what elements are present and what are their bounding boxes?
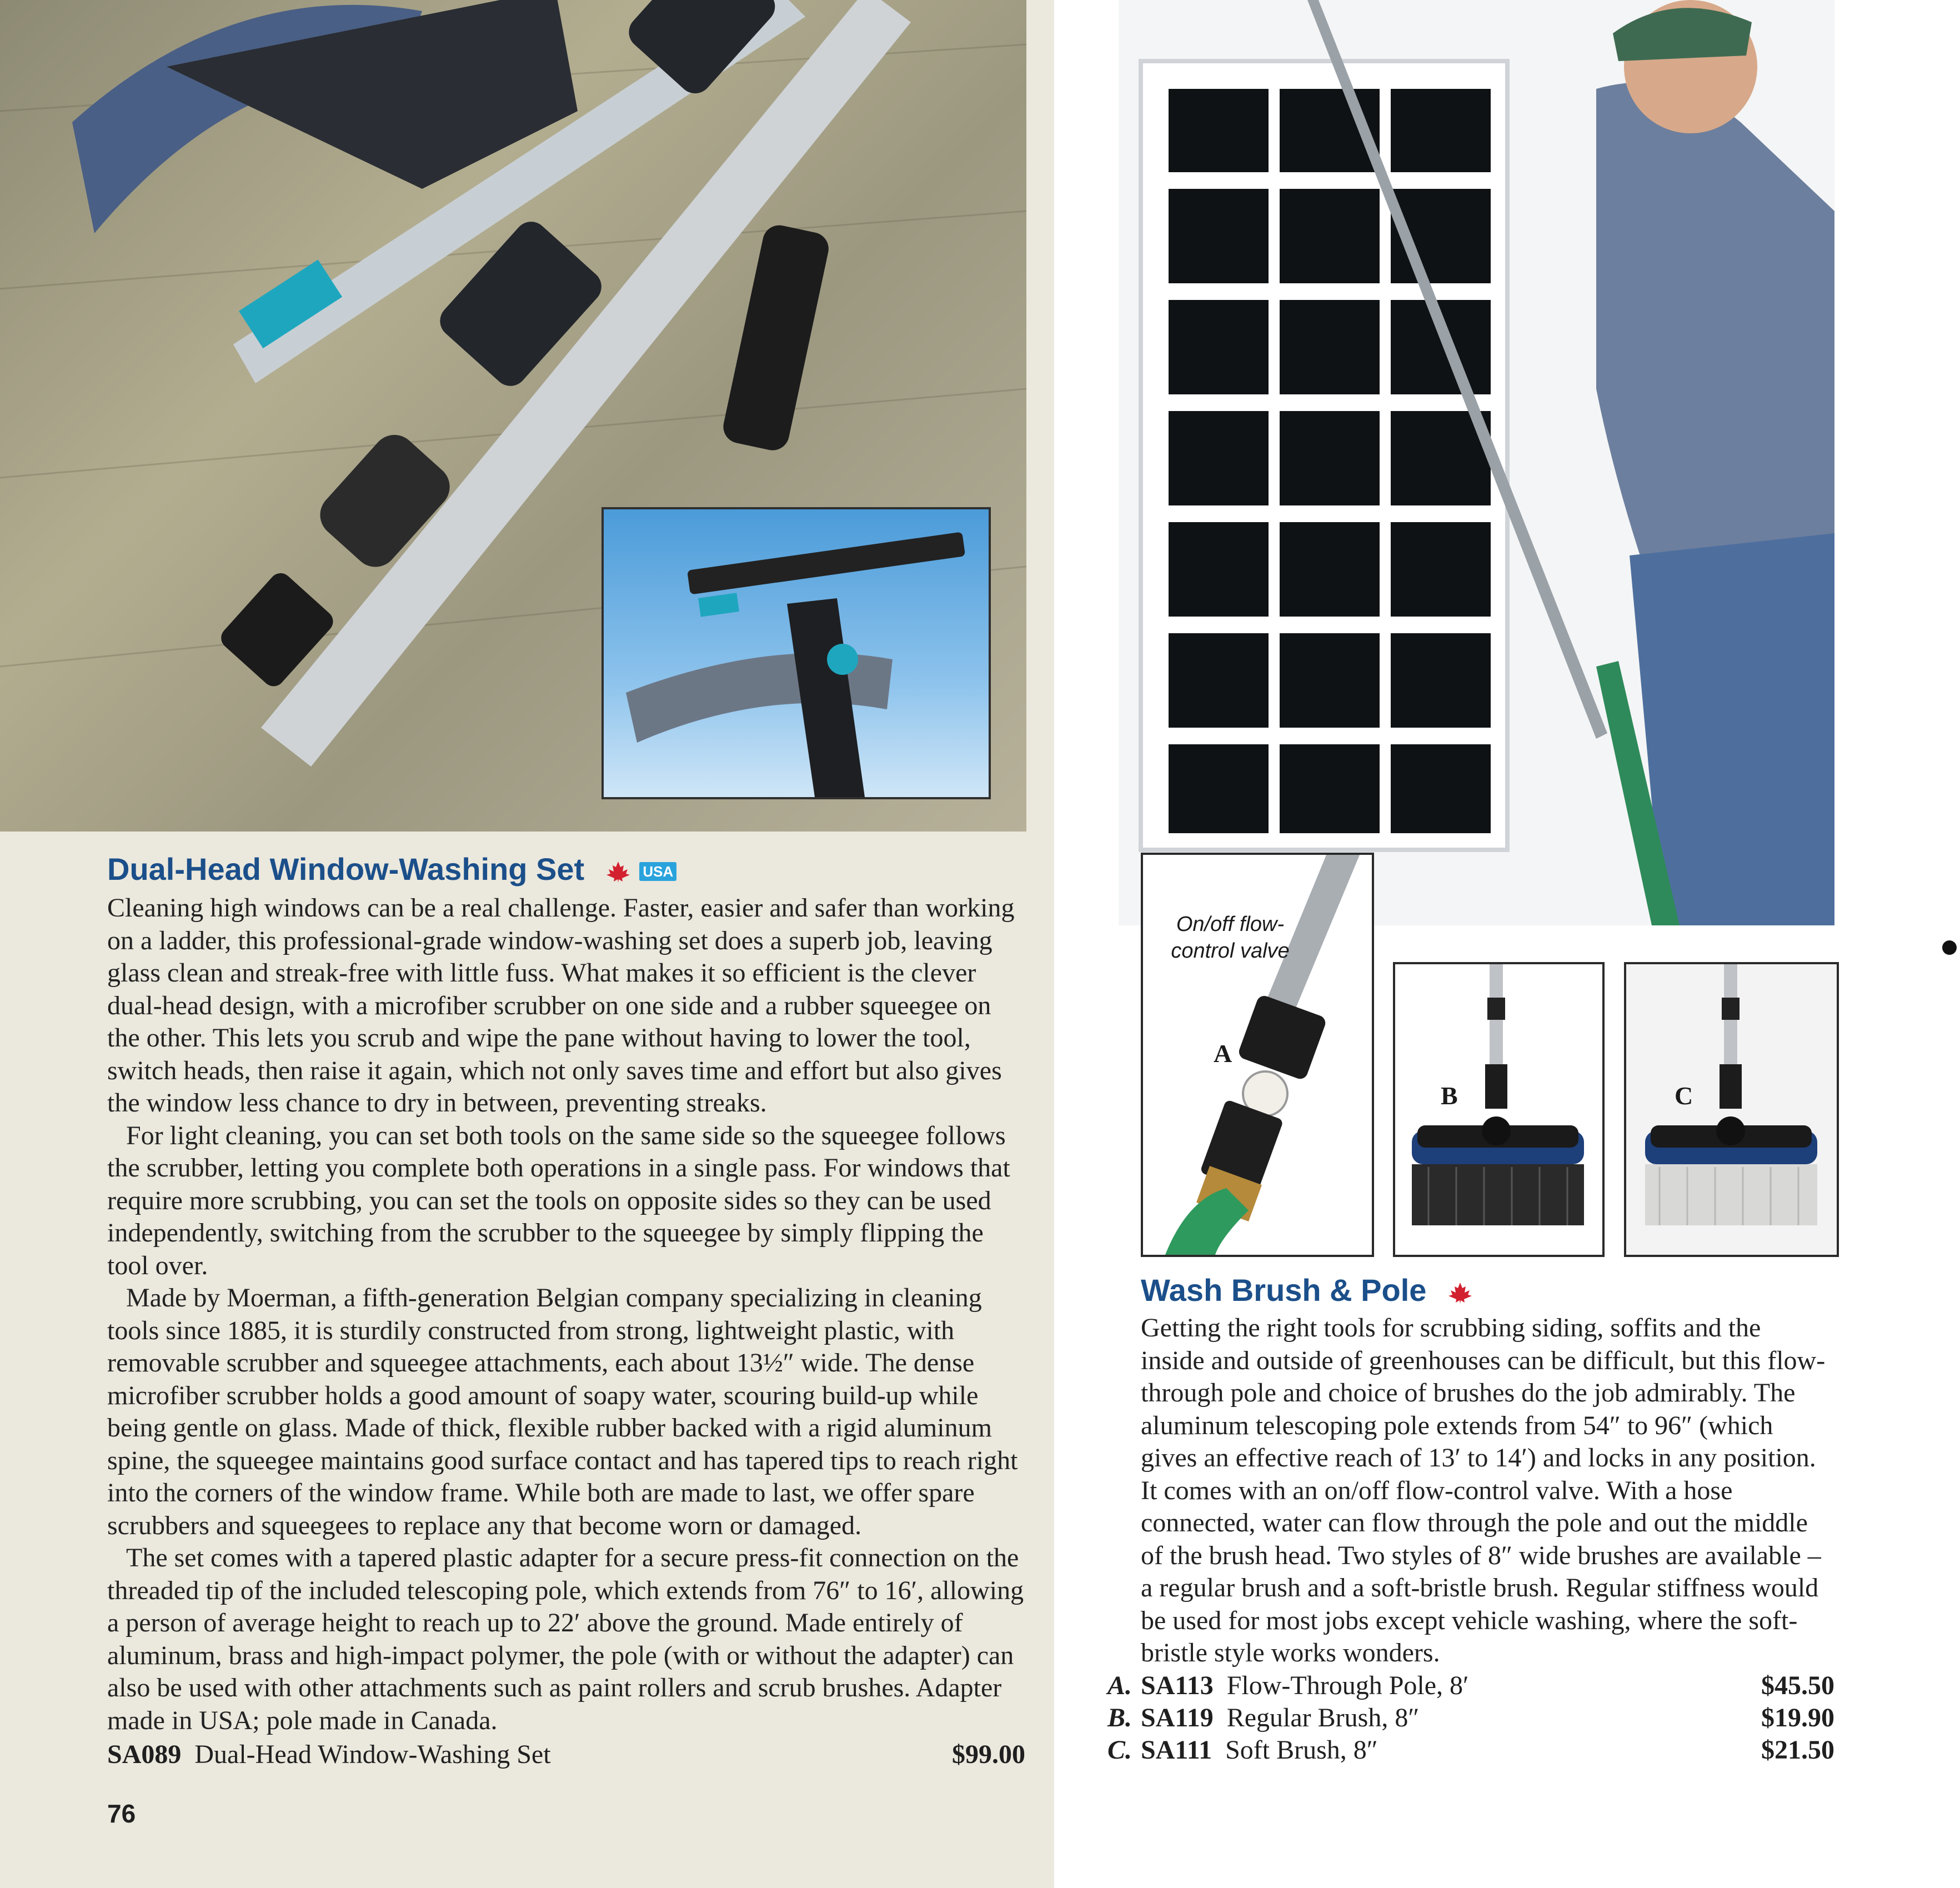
sku-letter: B. bbox=[1107, 1703, 1132, 1732]
squeegee-in-use-inset-photo bbox=[601, 507, 991, 799]
sku-name: Regular Brush, 8″ bbox=[1226, 1703, 1420, 1732]
valve-callout: On/off flow-control valve bbox=[1171, 913, 1290, 963]
description-paragraph: Made by Moerman, a fifth-generation Belgian company specializing in cleaning tools since 1885, it is sturdily constructed from strong, lightweight plastic, with removable scrubber and squeegee attachments, each about 13½″ wide. The dense microfiber scrubber holds a good amount of soapy water, scouring build-up while being gentle on glass. Made of thick, flexible rubber backed with a rigid aluminum spine, the squeegee maintains good surface contact and has tapered tips to reach right into the corners of the window frame. While both are made to last, we offer spare scrubbers and squeegees to replace any that become worn or damaged. bbox=[107, 1283, 1018, 1540]
sku-code: SA111 bbox=[1141, 1735, 1212, 1765]
sku-row-sa113 bbox=[1107, 1670, 1834, 1702]
wash-brush-title bbox=[1141, 1272, 1473, 1308]
sku-letter: C. bbox=[1107, 1735, 1132, 1765]
sku-price: $99.00 bbox=[952, 1740, 1025, 1769]
sku-row-sa111 bbox=[1107, 1734, 1834, 1767]
page-number: 76 bbox=[107, 1799, 136, 1828]
sku-code: SA089 bbox=[107, 1740, 182, 1769]
description-paragraph: Cleaning high windows can be a real challenge. Faster, easier and safer than working on a ladder, this professional-grade window-washing set does a superb job, leaving glass clean and streak-free with little fuss. What makes it so efficient is the clever dual-head design, with a microfiber scrubber on one side and a rubber squeegee on the other. This lets you scrub and wipe the pane without having to lower the tool, switch heads, then raise it again, which not only saves time and effort but also gives the window less chance to dry in between, preventing streaks. bbox=[107, 893, 1015, 1118]
canada-maple-leaf-icon bbox=[605, 860, 631, 883]
photo-label-b: B bbox=[1441, 1081, 1458, 1110]
dual-head-title-text: Dual-Head Window-Washing Set bbox=[107, 852, 585, 887]
sku-code: SA119 bbox=[1141, 1703, 1214, 1732]
sku-row-sa089 bbox=[107, 1739, 1025, 1771]
sku-name: Flow-Through Pole, 8′ bbox=[1226, 1671, 1469, 1700]
description-paragraph: Getting the right tools for scrubbing siding, soffits and the inside and outside of greenhouses can be difficult, but this flow-through pole and choice of brushes do the job admirably. The aluminum telescoping pole extends from 54″ to 96″ (which gives an effective reach of 13′ to 14′) and locks in any position. It comes with an on/off flow-control valve. With a hose connected, water can flow through the pole and out the middle of the brush head. Two styles of 8″ wide brushes are available – a regular brush and a soft-bristle brush. Regular stiffness would be used for most jobs except vehicle washing, where the soft-bristle style works wonders. bbox=[1141, 1313, 1826, 1667]
sku-price: $21.50 bbox=[1761, 1735, 1834, 1765]
dual-head-title bbox=[107, 851, 676, 887]
sku-row-sa119 bbox=[1107, 1702, 1834, 1735]
sku-code: SA113 bbox=[1141, 1671, 1214, 1700]
description-paragraph: For light cleaning, you can set both tools on the same side so the squeegee follows the scrubber, letting you complete both operations in a single pass. For windows that require more scrubbing, you can set the tools on opposite sides so they can be used independently, switching from the scrubber to the squeegee by simply flipping the tool over. bbox=[107, 1120, 1010, 1280]
photo-label-a: A bbox=[1214, 1039, 1232, 1068]
man-washing-window-photo bbox=[1119, 0, 1834, 925]
sku-name: Dual-Head Window-Washing Set bbox=[194, 1740, 551, 1769]
wash-brush-description bbox=[1141, 1312, 1829, 1670]
photo-label-c: C bbox=[1675, 1081, 1693, 1110]
description-paragraph: The set comes with a tapered plastic adapter for a secure press-fit connection on the threaded tip of the included telescoping pole, which extends from 76″ to 16′, allowing a person of average height to reach up to 22′ above the ground. Made entirely of aluminum, brass and high-impact polymer, the pole (with or without the adapter) can also be used with other attachments such as paint rollers and scrub brushes. Adapter made in USA; pole made in Canada. bbox=[107, 1543, 1024, 1735]
sku-price: $19.90 bbox=[1761, 1703, 1834, 1732]
usa-badge-icon: USA bbox=[639, 862, 676, 881]
soft-brush-photo bbox=[1624, 962, 1839, 1257]
margin-bullet-dot bbox=[1942, 940, 1957, 955]
regular-brush-photo bbox=[1393, 962, 1605, 1257]
sku-name: Soft Brush, 8″ bbox=[1225, 1735, 1378, 1765]
sku-price: $45.50 bbox=[1761, 1671, 1834, 1700]
wash-brush-title-text: Wash Brush & Pole bbox=[1141, 1273, 1427, 1308]
sku-letter: A. bbox=[1107, 1671, 1132, 1700]
canada-maple-leaf-icon bbox=[1447, 1281, 1473, 1304]
dual-head-description bbox=[107, 892, 1029, 1737]
